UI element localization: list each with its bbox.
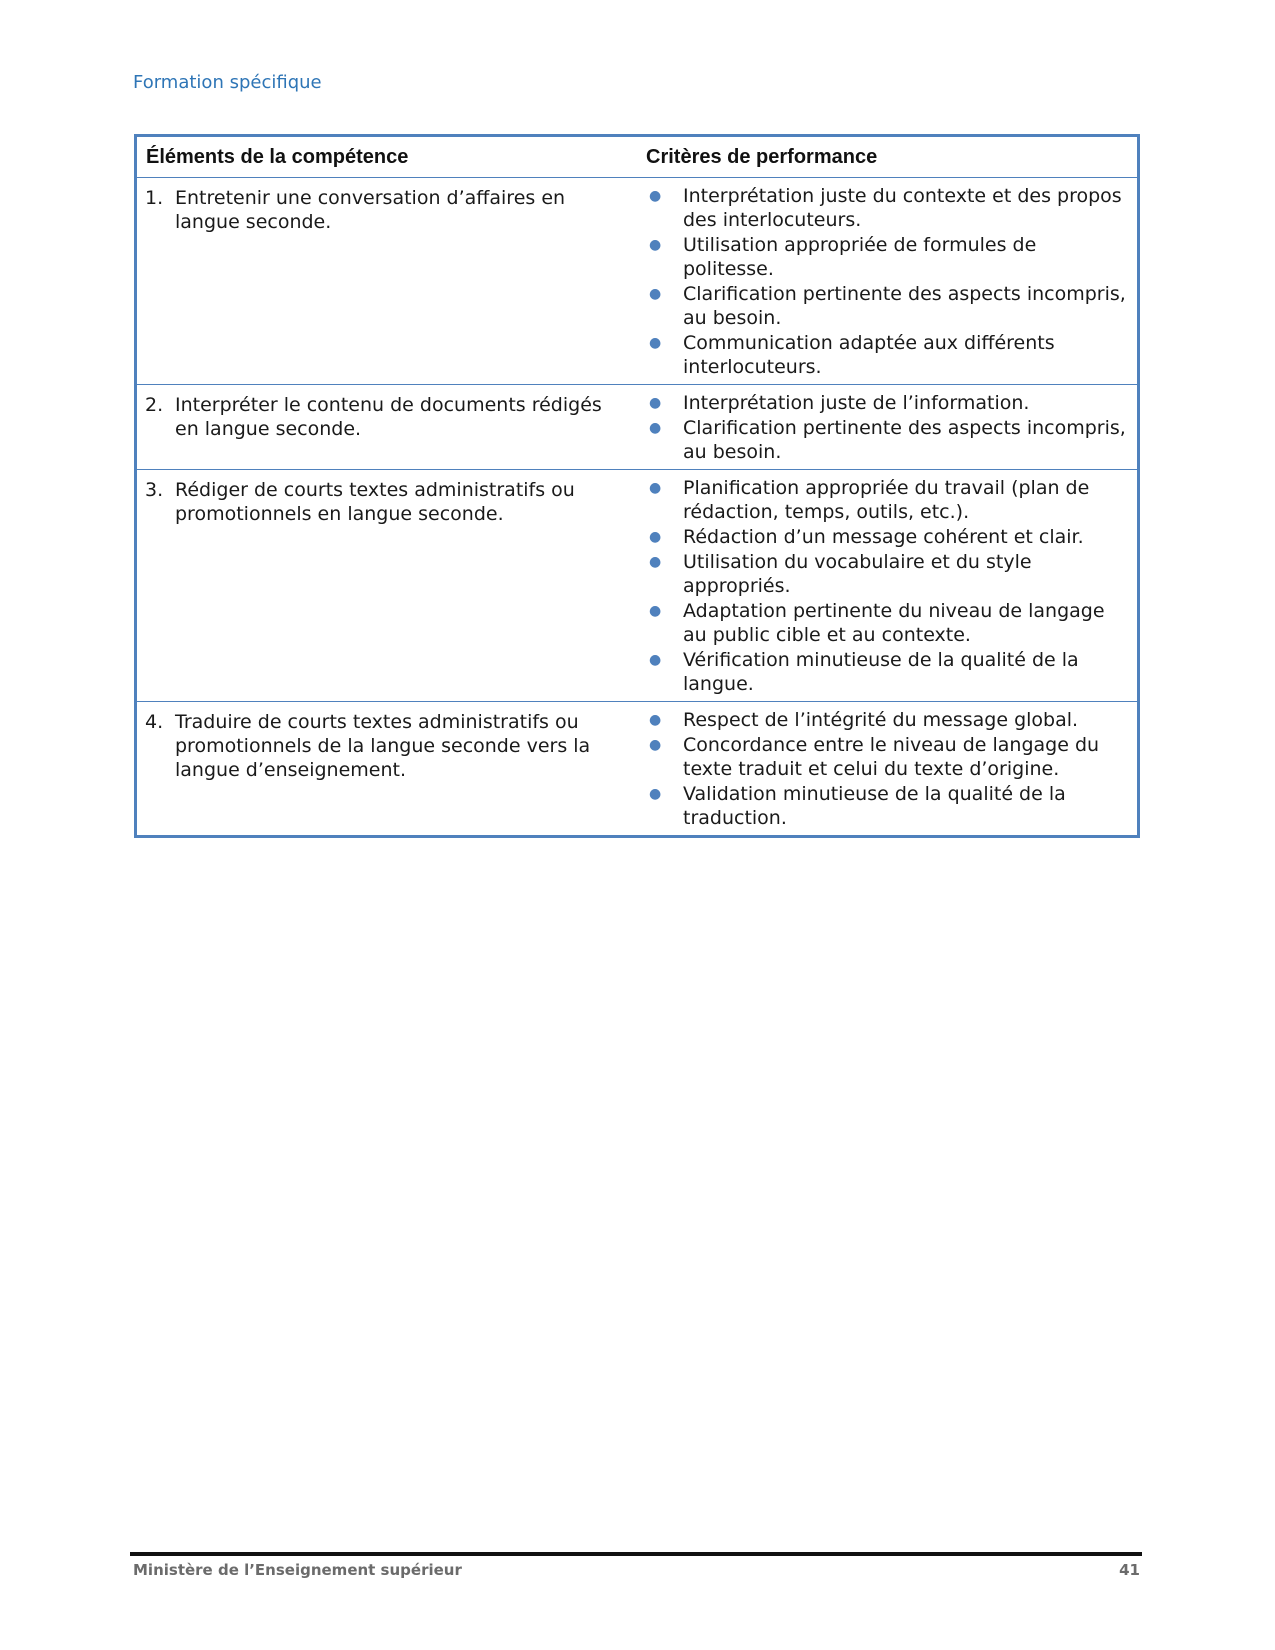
criteria-list bbox=[645, 708, 1129, 830]
element-number: 2. bbox=[145, 394, 164, 416]
criterion-item bbox=[645, 282, 1129, 330]
table-row bbox=[137, 702, 1137, 836]
criteria-list bbox=[645, 476, 1129, 696]
criterion-item bbox=[645, 599, 1129, 647]
table-row bbox=[137, 178, 1137, 385]
criterion-item bbox=[645, 708, 1129, 732]
criterion-item bbox=[645, 233, 1129, 281]
bullet-icon: ● bbox=[649, 786, 662, 802]
criterion-item bbox=[645, 648, 1129, 696]
bullet-icon: ● bbox=[649, 188, 662, 204]
criterion-item bbox=[645, 550, 1129, 598]
criterion-item bbox=[645, 416, 1129, 464]
criterion-text: Utilisation appropriée de formules de politesse. bbox=[683, 234, 1037, 280]
bullet-icon: ● bbox=[649, 603, 662, 619]
criterion-text: Vérification minutieuse de la qualité de la langue. bbox=[683, 649, 1079, 695]
column-header-criteria: Critères de performance bbox=[637, 137, 1137, 178]
criterion-text: Communication adaptée aux différents interlocuteurs. bbox=[683, 332, 1055, 378]
table-row bbox=[137, 385, 1137, 470]
bullet-icon: ● bbox=[649, 652, 662, 668]
criteria-cell bbox=[637, 385, 1137, 470]
criterion-text: Interprétation juste du contexte et des propos des interlocuteurs. bbox=[683, 185, 1122, 231]
criterion-item bbox=[645, 782, 1129, 830]
bullet-icon: ● bbox=[649, 420, 662, 436]
competence-element bbox=[145, 391, 629, 441]
page-number: 41 bbox=[1119, 1561, 1140, 1579]
criterion-text: Utilisation du vocabulaire et du style appropriés. bbox=[683, 551, 1032, 597]
criterion-text: Clarification pertinente des aspects incompris, au besoin. bbox=[683, 417, 1126, 463]
element-cell bbox=[137, 470, 637, 702]
element-cell bbox=[137, 385, 637, 470]
criterion-item bbox=[645, 331, 1129, 379]
element-cell bbox=[137, 178, 637, 385]
criterion-text: Respect de l’intégrité du message global. bbox=[683, 709, 1079, 731]
bullet-icon: ● bbox=[649, 712, 662, 728]
criteria-cell bbox=[637, 470, 1137, 702]
element-cell bbox=[137, 702, 637, 836]
criterion-text: Adaptation pertinente du niveau de langage au public cible et au contexte. bbox=[683, 600, 1105, 646]
column-header-elements: Éléments de la compétence bbox=[137, 137, 637, 178]
table-body bbox=[137, 178, 1137, 836]
criterion-item bbox=[645, 391, 1129, 415]
competence-element bbox=[145, 184, 629, 234]
criterion-item bbox=[645, 184, 1129, 232]
criteria-list bbox=[645, 184, 1129, 379]
bullet-icon: ● bbox=[649, 480, 662, 496]
element-text: Rédiger de courts textes administratifs ou promotionnels en langue seconde. bbox=[175, 479, 575, 525]
bullet-icon: ● bbox=[649, 286, 662, 302]
criteria-cell bbox=[637, 178, 1137, 385]
element-number: 3. bbox=[145, 479, 164, 501]
footer-divider bbox=[130, 1552, 1142, 1556]
element-number: 4. bbox=[145, 711, 164, 733]
bullet-icon: ● bbox=[649, 237, 662, 253]
criteria-cell bbox=[637, 702, 1137, 836]
competence-element bbox=[145, 476, 629, 526]
criterion-text: Planification appropriée du travail (plan de rédaction, temps, outils, etc.). bbox=[683, 477, 1090, 523]
element-text: Interpréter le contenu de documents rédigés en langue seconde. bbox=[175, 394, 602, 440]
competence-table bbox=[134, 134, 1140, 838]
competence-element bbox=[145, 708, 629, 782]
element-text: Traduire de courts textes administratifs ou promotionnels de la langue seconde vers la langue d’enseignement. bbox=[175, 711, 591, 781]
footer-publisher: Ministère de l’Enseignement supérieur bbox=[133, 1561, 462, 1579]
bullet-icon: ● bbox=[649, 529, 662, 545]
bullet-icon: ● bbox=[649, 554, 662, 570]
criteria-list bbox=[645, 391, 1129, 464]
bullet-icon: ● bbox=[649, 335, 662, 351]
criterion-text: Concordance entre le niveau de langage du texte traduit et celui du texte d’origine. bbox=[683, 734, 1100, 780]
criterion-text: Interprétation juste de l’information. bbox=[683, 392, 1030, 414]
section-header: Formation spécifique bbox=[133, 72, 322, 93]
criterion-text: Clarification pertinente des aspects incompris, au besoin. bbox=[683, 283, 1126, 329]
table-row bbox=[137, 470, 1137, 702]
criterion-item bbox=[645, 476, 1129, 524]
criterion-item bbox=[645, 525, 1129, 549]
element-text: Entretenir une conversation d’affaires en langue seconde. bbox=[175, 187, 566, 233]
bullet-icon: ● bbox=[649, 395, 662, 411]
criterion-text: Rédaction d’un message cohérent et clair. bbox=[683, 526, 1084, 548]
bullet-icon: ● bbox=[649, 737, 662, 753]
criterion-text: Validation minutieuse de la qualité de la traduction. bbox=[683, 783, 1066, 829]
element-number: 1. bbox=[145, 187, 164, 209]
criterion-item bbox=[645, 733, 1129, 781]
